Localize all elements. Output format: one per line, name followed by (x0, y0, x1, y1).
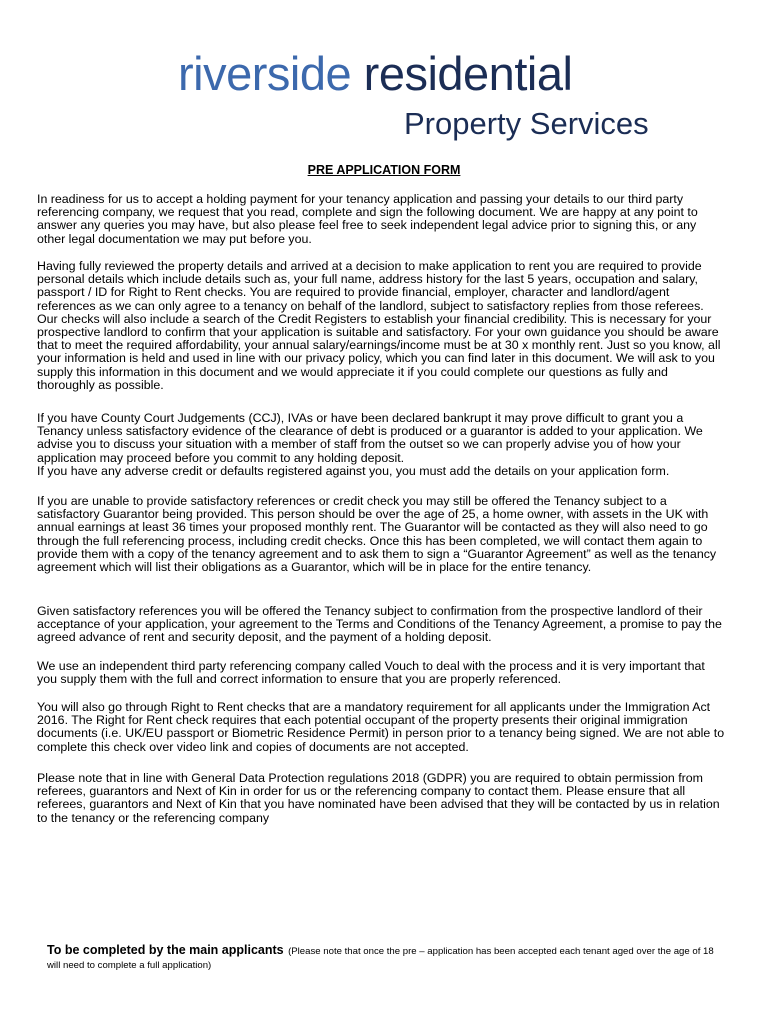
paragraph-guarantor: If you are unable to provide satisfactory references or credit check you may still be offered the Tenancy subject to a satisfactory Guarantor being provided. This person should be over the age of 25, a home owner, with assets in the UK with annual earnings at least 36 times your proposed monthly rent. The Guarantor will be contacted as they will also need to go through the full referencing process, including credit checks. Once this has been completed, we will contact them again to provide them with a copy of the tenancy agreement and to ask them to sign a “Guarantor Agreement” as well as the tenancy agreement which will list their obligations as a Guarantor, which will be in place for the entire tenancy. (37, 494, 717, 575)
paragraph-intro: In readiness for us to accept a holding payment for your tenancy application and passing your details to our third party referencing company, we request that you read, complete and sign the following document. We are happy at any point to answer any queries you may have, but also please feel free to seek independent legal advice prior to signing this, or any other legal documentation we may put before you. (37, 192, 698, 246)
form-title: PRE APPLICATION FORM (307, 163, 461, 177)
paragraph-gdpr: Please note that in line with General Data Protection regulations 2018 (GDPR) you are required to obtain permission from referees, guarantors and Next of Kin in order for us or the referencing company to contact them. Please ensure that all referees, guarantors and Next of Kin that you have nominated have been advised that they will be contacted by us in relation to the tenancy or the referencing company (37, 771, 720, 825)
company-logo (178, 47, 668, 150)
applicant-section-lead: To be completed by the main applicants (47, 943, 284, 957)
logo-word-residential: residential (363, 47, 573, 100)
logo-name (178, 47, 573, 100)
applicant-section-heading (47, 944, 727, 972)
logo-word-riverside: riverside (178, 47, 352, 100)
paragraph-required-details: Having fully reviewed the property details and arrived at a decision to make application to rent you are required to provide personal details which include details such as, your full name, address history for the last 5 years, occupation and salary, passport / ID for Right to Rent checks. You are required to provide financial, employer, character and landlord/agent references as we can only agree to a tenancy on behalf of the landlord, subject to satisfactory replies from those referees. Our checks will also include a search of the Credit Registers to establish your financial credibility. This is necessary for your prospective landlord to confirm that your application is suitable and satisfactory. For your own guidance you should be aware that to meet the required affordability, your annual salary/earnings/income must be at 30 x monthly rent. Just so you know, all your information is held and used in line with our privacy policy, which you can find later in this document. We will ask to you supply this information in this document and we would appreciate it if you could complete our questions as fully and thoroughly as possible. (37, 259, 721, 392)
paragraph-tenancy-offer: Given satisfactory references you will be offered the Tenancy subject to confirmation from the prospective landlord of their acceptance of your application, your agreement to the Terms and Conditions of the Tenancy Agreement, a promise to pay the agreed advance of rent and security deposit, and the payment of a holding deposit. (37, 604, 722, 645)
paragraph-ccj-credit: If you have County Court Judgements (CCJ), IVAs or have been declared bankrupt it may prove difficult to grant you a Tenancy unless satisfactory evidence of the clearance of debt is produced or a guarantor is added to your application. We advise you to discuss your situation with a member of staff from the outset so we can properly advise you of how your application may proceed before you commit to any holding deposit. If you have any adverse credit or defaults registered against you, you must add the details on your application form. (37, 411, 703, 478)
applicant-section-note: (Please note that once the pre – application has been accepted each tenant aged over the age of 18 will need to complete a full application) (47, 946, 714, 971)
paragraph-vouch: We use an independent third party referencing company called Vouch to deal with the process and it is very important that you supply them with the full and correct information to ensure that you are properly referenced. (37, 659, 705, 687)
paragraph-right-to-rent: You will also go through Right to Rent checks that are a mandatory requirement for all applicants under the Immigration Act 2016. The Right for Rent check requires that each potential occupant of the property presents their original immigration documents (i.e. UK/EU passport or Biometric Residence Permit) in person prior to a tenancy being signed. We are not able to complete this check over video link and copies of documents are not accepted. (37, 700, 725, 754)
logo-subtitle: Property Services (404, 106, 649, 141)
